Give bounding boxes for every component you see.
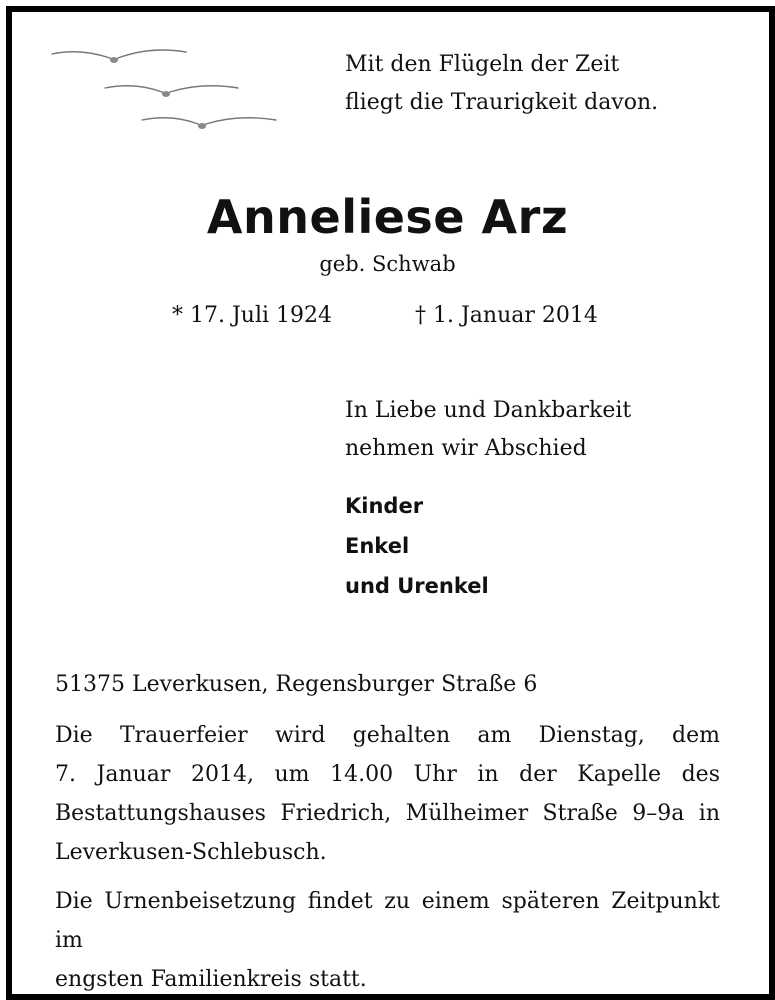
burial-line: Die Urnenbeisetzung findet zu einem späteren Zeitpunkt im: [55, 889, 720, 953]
service-line: Die Trauerfeier wird gehalten am Dienstag, dem: [55, 723, 720, 748]
quote-line: fliegt die Traurigkeit davon.: [345, 90, 659, 115]
quote-line: Mit den Flügeln der Zeit: [345, 52, 620, 77]
service-line: Leverkusen-Schlebusch.: [55, 840, 327, 865]
farewell-line: In Liebe und Dankbarkeit: [345, 398, 632, 423]
service-info: [55, 716, 720, 872]
service-line: 7. Januar 2014, um 14.00 Uhr in der Kapelle des: [55, 762, 720, 787]
mourner: Enkel: [345, 534, 410, 558]
flying-birds-icon: [50, 40, 290, 140]
quote: [345, 46, 658, 122]
birth-date: * 17. Juli 1924: [172, 303, 333, 328]
birth-name: geb. Schwab: [319, 252, 456, 276]
address: 51375 Leverkusen, Regensburger Straße 6: [55, 672, 538, 697]
burial-info: [55, 882, 720, 999]
farewell-text: [345, 392, 631, 468]
death-date: † 1. Januar 2014: [415, 303, 598, 328]
mourner: Kinder: [345, 494, 424, 518]
service-line: Bestattungshauses Friedrich, Mülheimer Straße 9–9a in: [55, 801, 720, 826]
mourner: und Urenkel: [345, 574, 489, 598]
mourners-list: [345, 486, 489, 606]
deceased-name: Anneliese Arz: [206, 190, 569, 244]
burial-line: engsten Familienkreis statt.: [55, 967, 367, 992]
farewell-line: nehmen wir Abschied: [345, 436, 587, 461]
